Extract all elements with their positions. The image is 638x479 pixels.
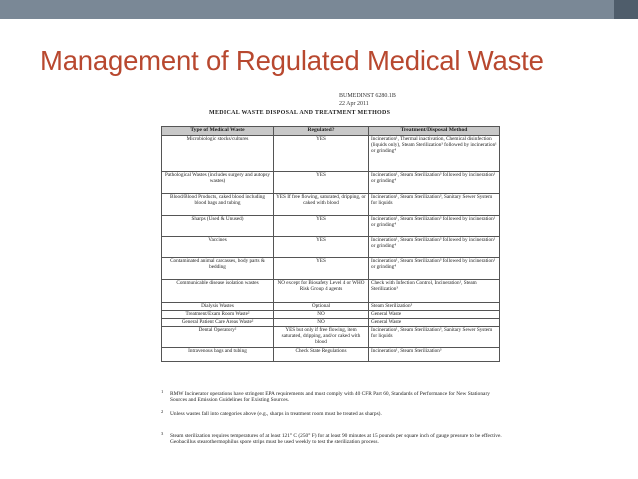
regulated-cell: Optional	[274, 303, 369, 311]
type-cell: Communicable disease isolation wastes	[162, 280, 274, 303]
table-header-row	[162, 127, 500, 136]
treatment-cell: General Waste	[369, 311, 500, 319]
treatment-cell: Steam Sterilization³	[369, 303, 500, 311]
regulated-cell: YES	[274, 237, 369, 258]
regulated-cell: NO except for Biosafety Level 4 or WHO Risk Group 4 agents	[274, 280, 369, 303]
regulated-cell: YES	[274, 136, 369, 172]
type-cell: Vaccines	[162, 237, 274, 258]
footnote-text: Steam sterilization requires temperatures of at least 121° C (250° F) for at least 90 minutes at 15 pounds per square inch of gauge pressure to be effective. Geobacillus stearothermophilus spore strips must be used weekly to test the sterilization process.	[170, 433, 502, 446]
document-reference-date: 22 Apr 2011	[339, 101, 369, 107]
footnote-number: 1	[161, 389, 164, 394]
type-cell: Contaminated animal carcasses, body parts & bedding	[162, 258, 274, 280]
table-row	[162, 194, 500, 216]
type-cell: Sharps (Used & Unused)	[162, 216, 274, 237]
document-title: MEDICAL WASTE DISPOSAL AND TREATMENT METHODS	[209, 110, 391, 116]
footnote-3	[161, 433, 506, 446]
type-cell: Intravenous bags and tubing	[162, 348, 274, 362]
table-row	[162, 319, 500, 327]
regulated-cell: NO	[274, 311, 369, 319]
treatment-cell: Incineration¹, Steam Sterilization³, Sanitary Sewer System for liquids	[369, 327, 500, 348]
treatment-cell: Incineration¹, Thermal inactivation, Chemical disinfection (liquids only), Steam Sterilization³ followed by incineration¹ or grinding⁴	[369, 136, 500, 172]
treatment-cell: Check with Infection Control, Incineration¹, Steam Sterilization³	[369, 280, 500, 303]
table-row	[162, 348, 500, 362]
slide-title: Management of Regulated Medical Waste	[40, 45, 544, 76]
type-cell: General Patient Care Areas Waste²	[162, 319, 274, 327]
regulated-cell: YES If free flowing, saturated, dripping, or caked with blood	[274, 194, 369, 216]
treatment-cell: Incineration¹, Steam Sterilization³ followed by incineration¹ or grinding⁴	[369, 216, 500, 237]
type-cell: Microbiologic stocks/cultures	[162, 136, 274, 172]
table-body	[162, 136, 500, 362]
treatment-cell: Incineration¹, Steam Sterilization³, Sanitary Sewer System for liquids	[369, 194, 500, 216]
table-row	[162, 327, 500, 348]
top-accent-box	[614, 0, 638, 19]
document-reference	[339, 92, 396, 108]
table-row	[162, 280, 500, 303]
footnote-number: 2	[161, 409, 164, 414]
type-cell: Blood/Blood Products, caked blood including blood bags and tubing	[162, 194, 274, 216]
footnote-2	[161, 411, 506, 417]
footnote-number: 3	[161, 431, 164, 436]
table-row	[162, 303, 500, 311]
regulated-cell: YES but only if free flowing, item saturated, dripping, and/or caked with blood	[274, 327, 369, 348]
regulated-cell: YES	[274, 216, 369, 237]
treatment-cell: General Waste	[369, 319, 500, 327]
footnote-text: Unless wastes fall into categories above (e.g., sharps in treatment room must be treated as sharps).	[170, 411, 382, 417]
regulated-cell: YES	[274, 258, 369, 280]
treatment-cell: Incineration¹, Steam Sterilization³ followed by incineration¹ or grinding⁴	[369, 172, 500, 194]
top-accent-bar	[0, 0, 638, 19]
table-row	[162, 172, 500, 194]
table-row	[162, 258, 500, 280]
table-row	[162, 237, 500, 258]
column-header-treatment: Treatment/Disposal Method	[369, 127, 500, 136]
type-cell: Dental Operatory²	[162, 327, 274, 348]
table-row	[162, 216, 500, 237]
regulated-cell: Check State Regulations	[274, 348, 369, 362]
regulated-cell: YES	[274, 172, 369, 194]
column-header-type: Type of Medical Waste	[162, 127, 274, 136]
footnote-text: RMW Incinerator operations have stringent EPA requirements and must comply with 40 CFR Part 60, Standards of Performance for New Stationary Sources and Emission Guidelines for Existing Sources.	[170, 391, 490, 404]
table-row	[162, 136, 500, 172]
footnote-1	[161, 391, 506, 404]
treatment-cell: Incineration¹, Steam Sterilization³	[369, 348, 500, 362]
column-header-regulated: Regulated?	[274, 127, 369, 136]
table-row	[162, 311, 500, 319]
treatment-cell: Incineration¹, Steam Sterilization³ followed by incineration¹ or grinding⁴	[369, 258, 500, 280]
document-reference-number: BUMEDINST 6280.1B	[339, 93, 396, 99]
treatment-cell: Incineration¹, Steam Sterilization³ followed by incineration¹ or grinding⁴	[369, 237, 500, 258]
type-cell: Dialysis Wastes	[162, 303, 274, 311]
regulated-cell: NO	[274, 319, 369, 327]
type-cell: Treatment/Exam Room Waste²	[162, 311, 274, 319]
medical-waste-table	[161, 126, 500, 362]
type-cell: Pathological Wastes (includes surgery and autopsy wastes)	[162, 172, 274, 194]
